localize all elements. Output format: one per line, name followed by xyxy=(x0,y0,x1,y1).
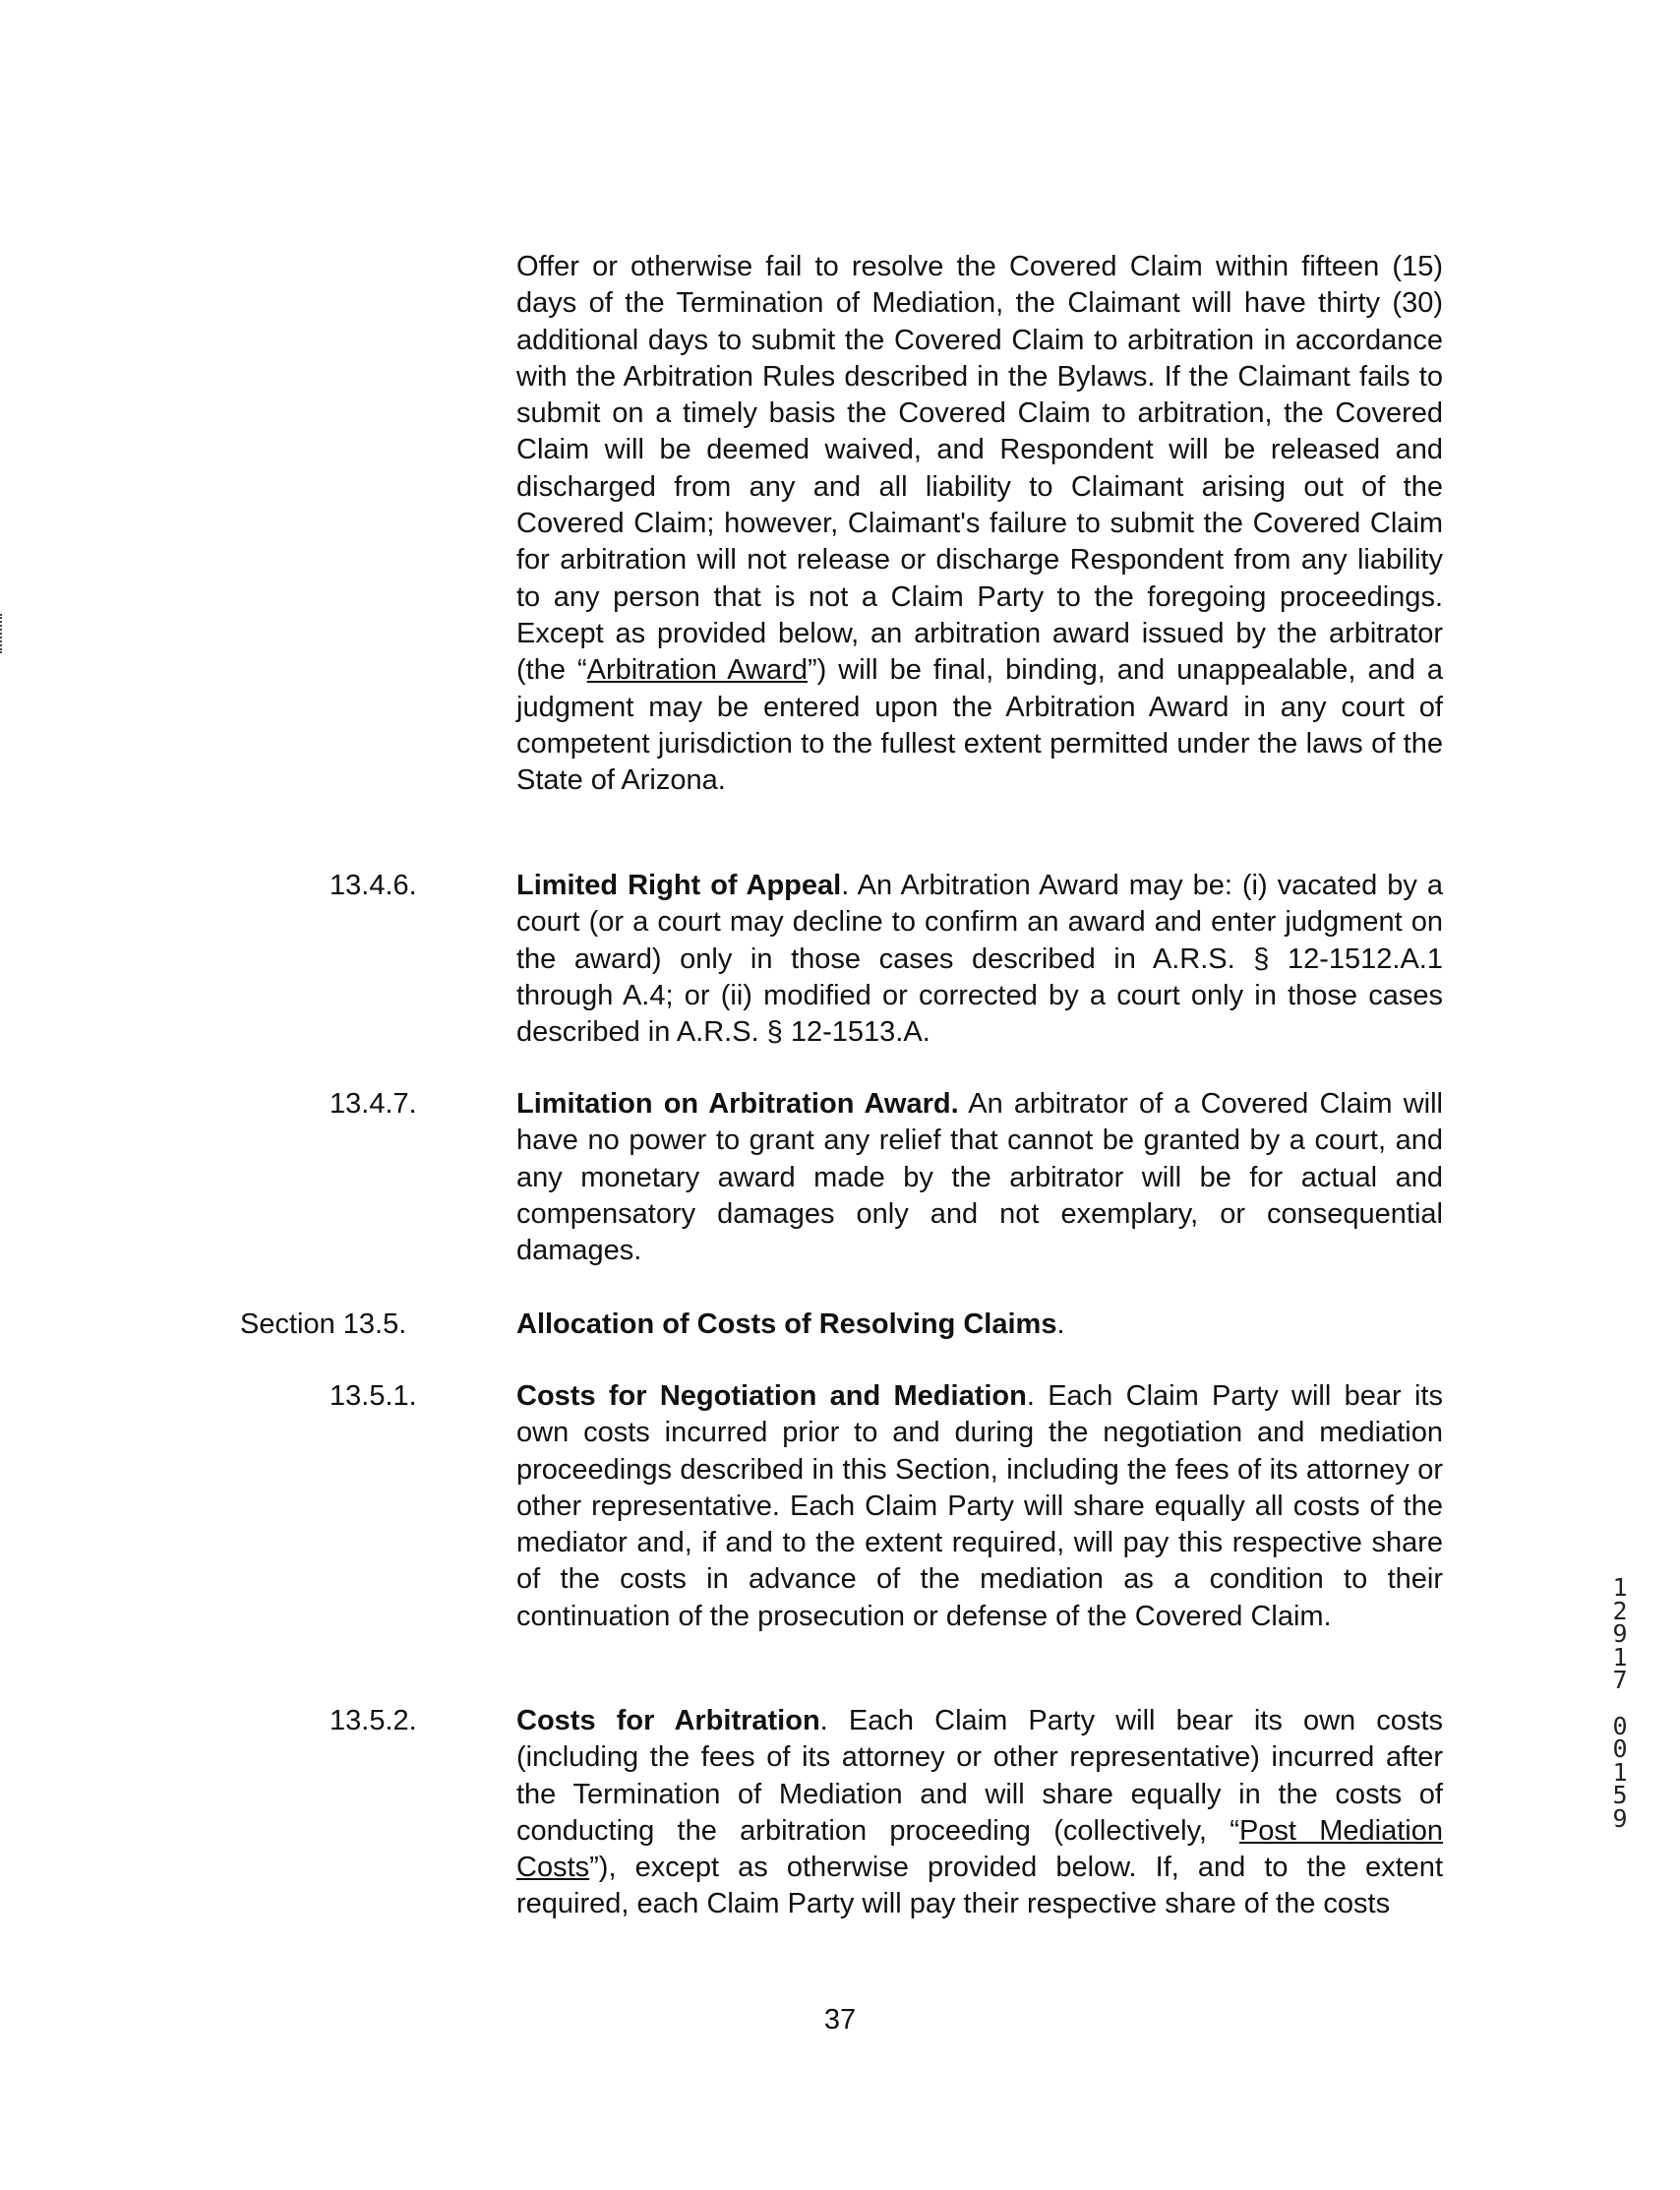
section-number-13-5: Section 13.5. xyxy=(240,1308,407,1340)
section-number-13-4-6: 13.4.6. xyxy=(330,870,417,901)
section-13-5-2-paragraph xyxy=(516,1703,1443,1923)
stamp-digit: 1 xyxy=(1612,1642,1628,1672)
section-number-13-5-2: 13.5.2. xyxy=(330,1705,417,1736)
section-13-4-7-paragraph xyxy=(516,1086,1443,1269)
section-13-4-6-text: . An Arbitration Award may be: (i) vacated by a court (or a court may decline to confirm an award and enter judgment on the award) only in those cases described in A.R.S. § 12-1512.A.1 through A.4; or (ii) modified or corrected by a court only in those cases described in A.R.S. § 12-1513.A. xyxy=(516,870,1443,1049)
section-13-5-heading: Allocation of Costs of Resolving Claims xyxy=(516,1308,1057,1340)
stamp-digit: 1 xyxy=(1612,1757,1628,1787)
section-13-5-1-text: . Each Claim Party will bear its own costs incurred prior to and during the negotiation and mediation proceedings described in this Section, including the fees of its attorney or other representative. Each Claim Party will share equally all costs of the mediator and, if and to the extent required, will pay this respective share of the costs in advance of the mediation as a condition to their continuation of the prosecution or defense of the Covered Claim. xyxy=(516,1380,1443,1632)
stamp-digit: 9 xyxy=(1612,1619,1628,1648)
section-13-5-1-paragraph xyxy=(516,1378,1443,1635)
section-13-4-6-heading: Limited Right of Appeal xyxy=(516,870,842,901)
section-number-13-5-1: 13.5.1. xyxy=(330,1380,417,1412)
recording-stamp xyxy=(1595,1573,1645,1833)
defined-term-post-mediation-costs: Post Mediation Costs xyxy=(516,1814,1443,1884)
page-number: 37 xyxy=(823,2004,857,2036)
section-13-5-2-text-after: ”), except as otherwise provided below. If, and to the extent required, each Claim Party will pay their respective share of the costs xyxy=(516,1852,1443,1920)
section-13-5-2-text: . Each Claim Party will bear its own costs (including the fees of its attorney or other representative) incurred after the Termination of Mediation and will share equally in the costs of conducting the arbitration proceeding (collectively, “ xyxy=(516,1705,1443,1847)
stamp-digit: 1 xyxy=(1612,1573,1628,1602)
section-13-4-7-text: An arbitrator of a Covered Claim will have no power to grant any relief that cannot be granted by a court, and any monetary award made by the arbitrator will be for actual and compensatory damages only and not exemplary, or consequential damages. xyxy=(516,1088,1443,1267)
stamp-digit: 2 xyxy=(1612,1596,1628,1625)
intro-paragraph xyxy=(516,249,1443,799)
section-13-4-6-paragraph xyxy=(516,868,1443,1051)
stamp-digit: 9 xyxy=(1612,1803,1628,1833)
defined-term-arbitration-award: Arbitration Award xyxy=(586,654,808,687)
intro-text: Offer or otherwise fail to resolve the Covered Claim within fifteen (15) days of the Termination of Mediation, the Claimant will have thirty (30) additional days to submit the Covered Claim to arbitration in accordance with the Arbitration Rules described in the Bylaws. If the Claimant fails to submit on a timely basis the Covered Claim to arbitration, the Covered Claim will be deemed waived, and Respondent will be released and discharged from any and all liability to Claimant arising out of the Covered Claim; however, Claimant's failure to submit the Covered Claim for arbitration will not release or discharge Respondent from any liability to any person that is not a Claim Party to the foregoing proceedings. Except as provided below, an arbitration award issued by the arbitrator (the “ xyxy=(516,251,1443,687)
stamp-digit: 7 xyxy=(1612,1666,1628,1694)
section-number-13-4-7: 13.4.7. xyxy=(330,1088,417,1120)
intro-text-after: ”) will be final, binding, and unappealable, and a judgment may be entered upon the Arbitration Award in any court of competent jurisdiction to the fullest extent permitted under the laws of the State of Arizona. xyxy=(516,654,1443,797)
section-13-5-heading-line xyxy=(516,1307,1443,1343)
section-13-5-2-heading: Costs for Arbitration xyxy=(516,1705,820,1736)
scan-edge-mark xyxy=(0,614,4,653)
stamp-digit: 5 xyxy=(1612,1781,1628,1809)
stamp-digit: 0 xyxy=(1612,1711,1628,1740)
section-13-5-heading-period: . xyxy=(1056,1308,1065,1340)
section-13-5-1-heading: Costs for Negotiation and Mediation xyxy=(516,1380,1027,1412)
section-13-4-7-heading: Limitation on Arbitration Award. xyxy=(516,1088,959,1120)
stamp-digit: 0 xyxy=(1612,1734,1628,1763)
